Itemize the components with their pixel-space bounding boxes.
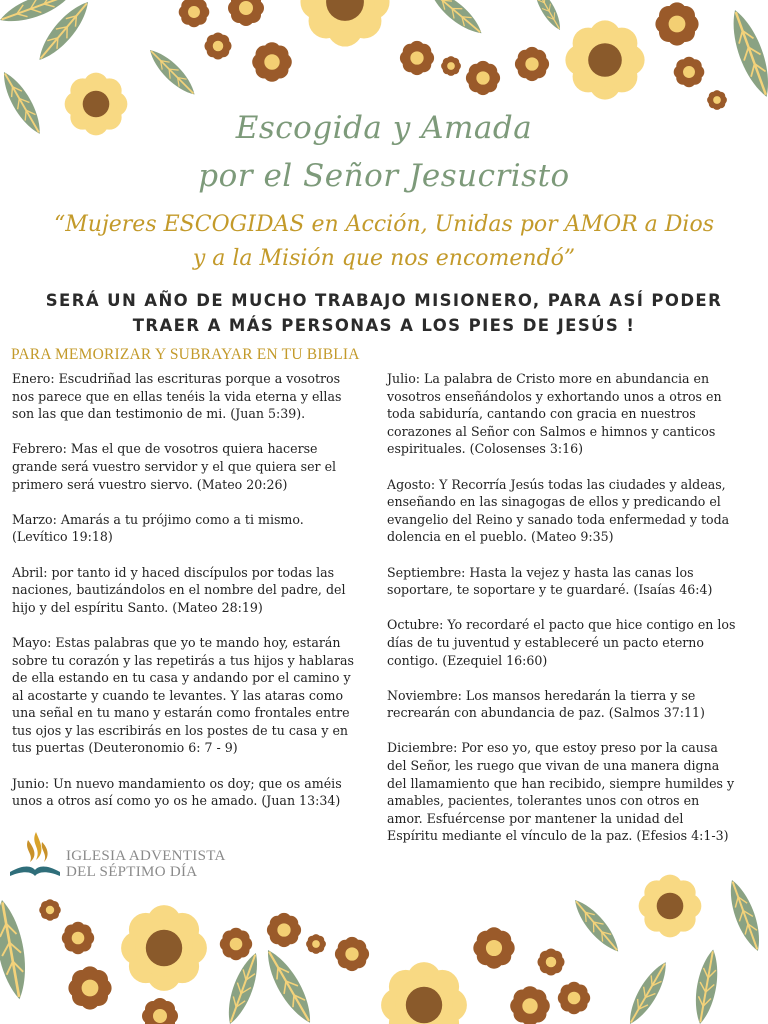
- verse-noviembre: Noviembre: Los mansos heredarán la tierra y se recrearán con abundancia de paz. (Salmos 37:11): [387, 687, 705, 721]
- logo-text-line-2: DEL SÉPTIMO DÍA: [66, 864, 198, 880]
- verse-abril: Abril: por tanto id y haced discípulos por todas las naciones, bautizándolos en el nombre del padre, del hijo y del espíritu Santo. (Mateo 28:19): [12, 564, 346, 615]
- verse-agosto: Agosto: Y Recorría Jesús todas las ciudades y aldeas, enseñando en las sinagogas de ellos y predicando el evangelio del Reino y sanado toda enfermedad y toda dolencia en el pueblo. (Mateo 9:35): [387, 476, 730, 545]
- verse-enero: Enero: Escudriñad las escrituras porque a vosotros nos parece que en ellas tenéis la vida eterna y ellas son las que dan testimonio de mi. (Juan 5:39).: [12, 371, 342, 422]
- title-line-1: Escogida y Amada: [235, 110, 533, 146]
- flame-bible-icon: [6, 828, 64, 884]
- verse-marzo: Marzo: Amarás a tu prójimo como a ti mismo. (Levítico 19:18): [12, 511, 304, 545]
- title-line-2: por el Señor Jesucristo: [198, 158, 570, 194]
- headline-line-2: TRAER A MÁS PERSONAS A LOS PIES DE JESÚS !: [132, 316, 636, 335]
- section-heading: PARA MEMORIZAR Y SUBRAYAR EN TU BIBLIA: [11, 346, 360, 363]
- verse-octubre: Octubre: Yo recordaré el pacto que hice contigo en los días de tu juventud y estableceré un pacto eterno contigo. (Ezequiel 16:60): [387, 617, 736, 668]
- verse-junio: Junio: Un nuevo mandamiento os doy; que os améis unos a otros así como yo os he amado. (Juan 13:34): [12, 775, 342, 809]
- verses-right-column: [387, 370, 737, 863]
- church-logo: [6, 828, 236, 888]
- verse-febrero: Febrero: Mas el que de vosotros quiera hacerse grande será vuestro servidor y el que quiera ser el primero será vuestro siervo. (Mateo 20:26): [12, 441, 337, 492]
- verse-diciembre: Diciembre: Por eso yo, que estoy preso por la causa del Señor, les ruego que vivan de una manera digna del llamamiento que han recibido, siempre humildes y amables, pacientes, tolerantes unos con otros en amor. Esfuércense por mantener la unidad del Espíritu mediante el vínculo de la paz. (Efesios 4:1-3): [387, 740, 735, 844]
- verse-julio: Julio: La palabra de Cristo more en abundancia en vosotros enseñándolos y exhortando unos a otros en toda sabiduría, cantando con gracia en nuestros corazones al Señor con Salmos e himnos y canticos espirituales. (Colosenses 3:16): [387, 371, 722, 457]
- verse-mayo: Mayo: Estas palabras que yo te mando hoy, estarán sobre tu corazón y las repetirás a tus hijos y hablaras de ella estando en tu casa y andando por el camino y al acostarte y cuando te levantes. Y las ataras como una señal en tu mano y estarán como frontales entre tus ojos y las escribirás en los postes de tu casa y en tus puertas (Deuteronomio 6: 7 - 9): [12, 634, 355, 756]
- verse-septiembre: Septiembre: Hasta la vejez y hasta las canas los soportare, te soportare y te guardaré. (Isaías 46:4): [387, 564, 713, 598]
- motto-line-2: y a la Misión que nos encomendó”: [192, 246, 576, 271]
- headline-line-1: SERÁ UN AÑO DE MUCHO TRABAJO MISIONERO, PARA ASÍ PODER: [45, 291, 723, 310]
- logo-text-line-1: IGLESIA ADVENTISTA: [66, 848, 226, 864]
- verses-left-column: [12, 370, 362, 827]
- motto-line-1: “Mujeres ESCOGIDAS en Acción, Unidas por AMOR a Dios: [54, 212, 714, 237]
